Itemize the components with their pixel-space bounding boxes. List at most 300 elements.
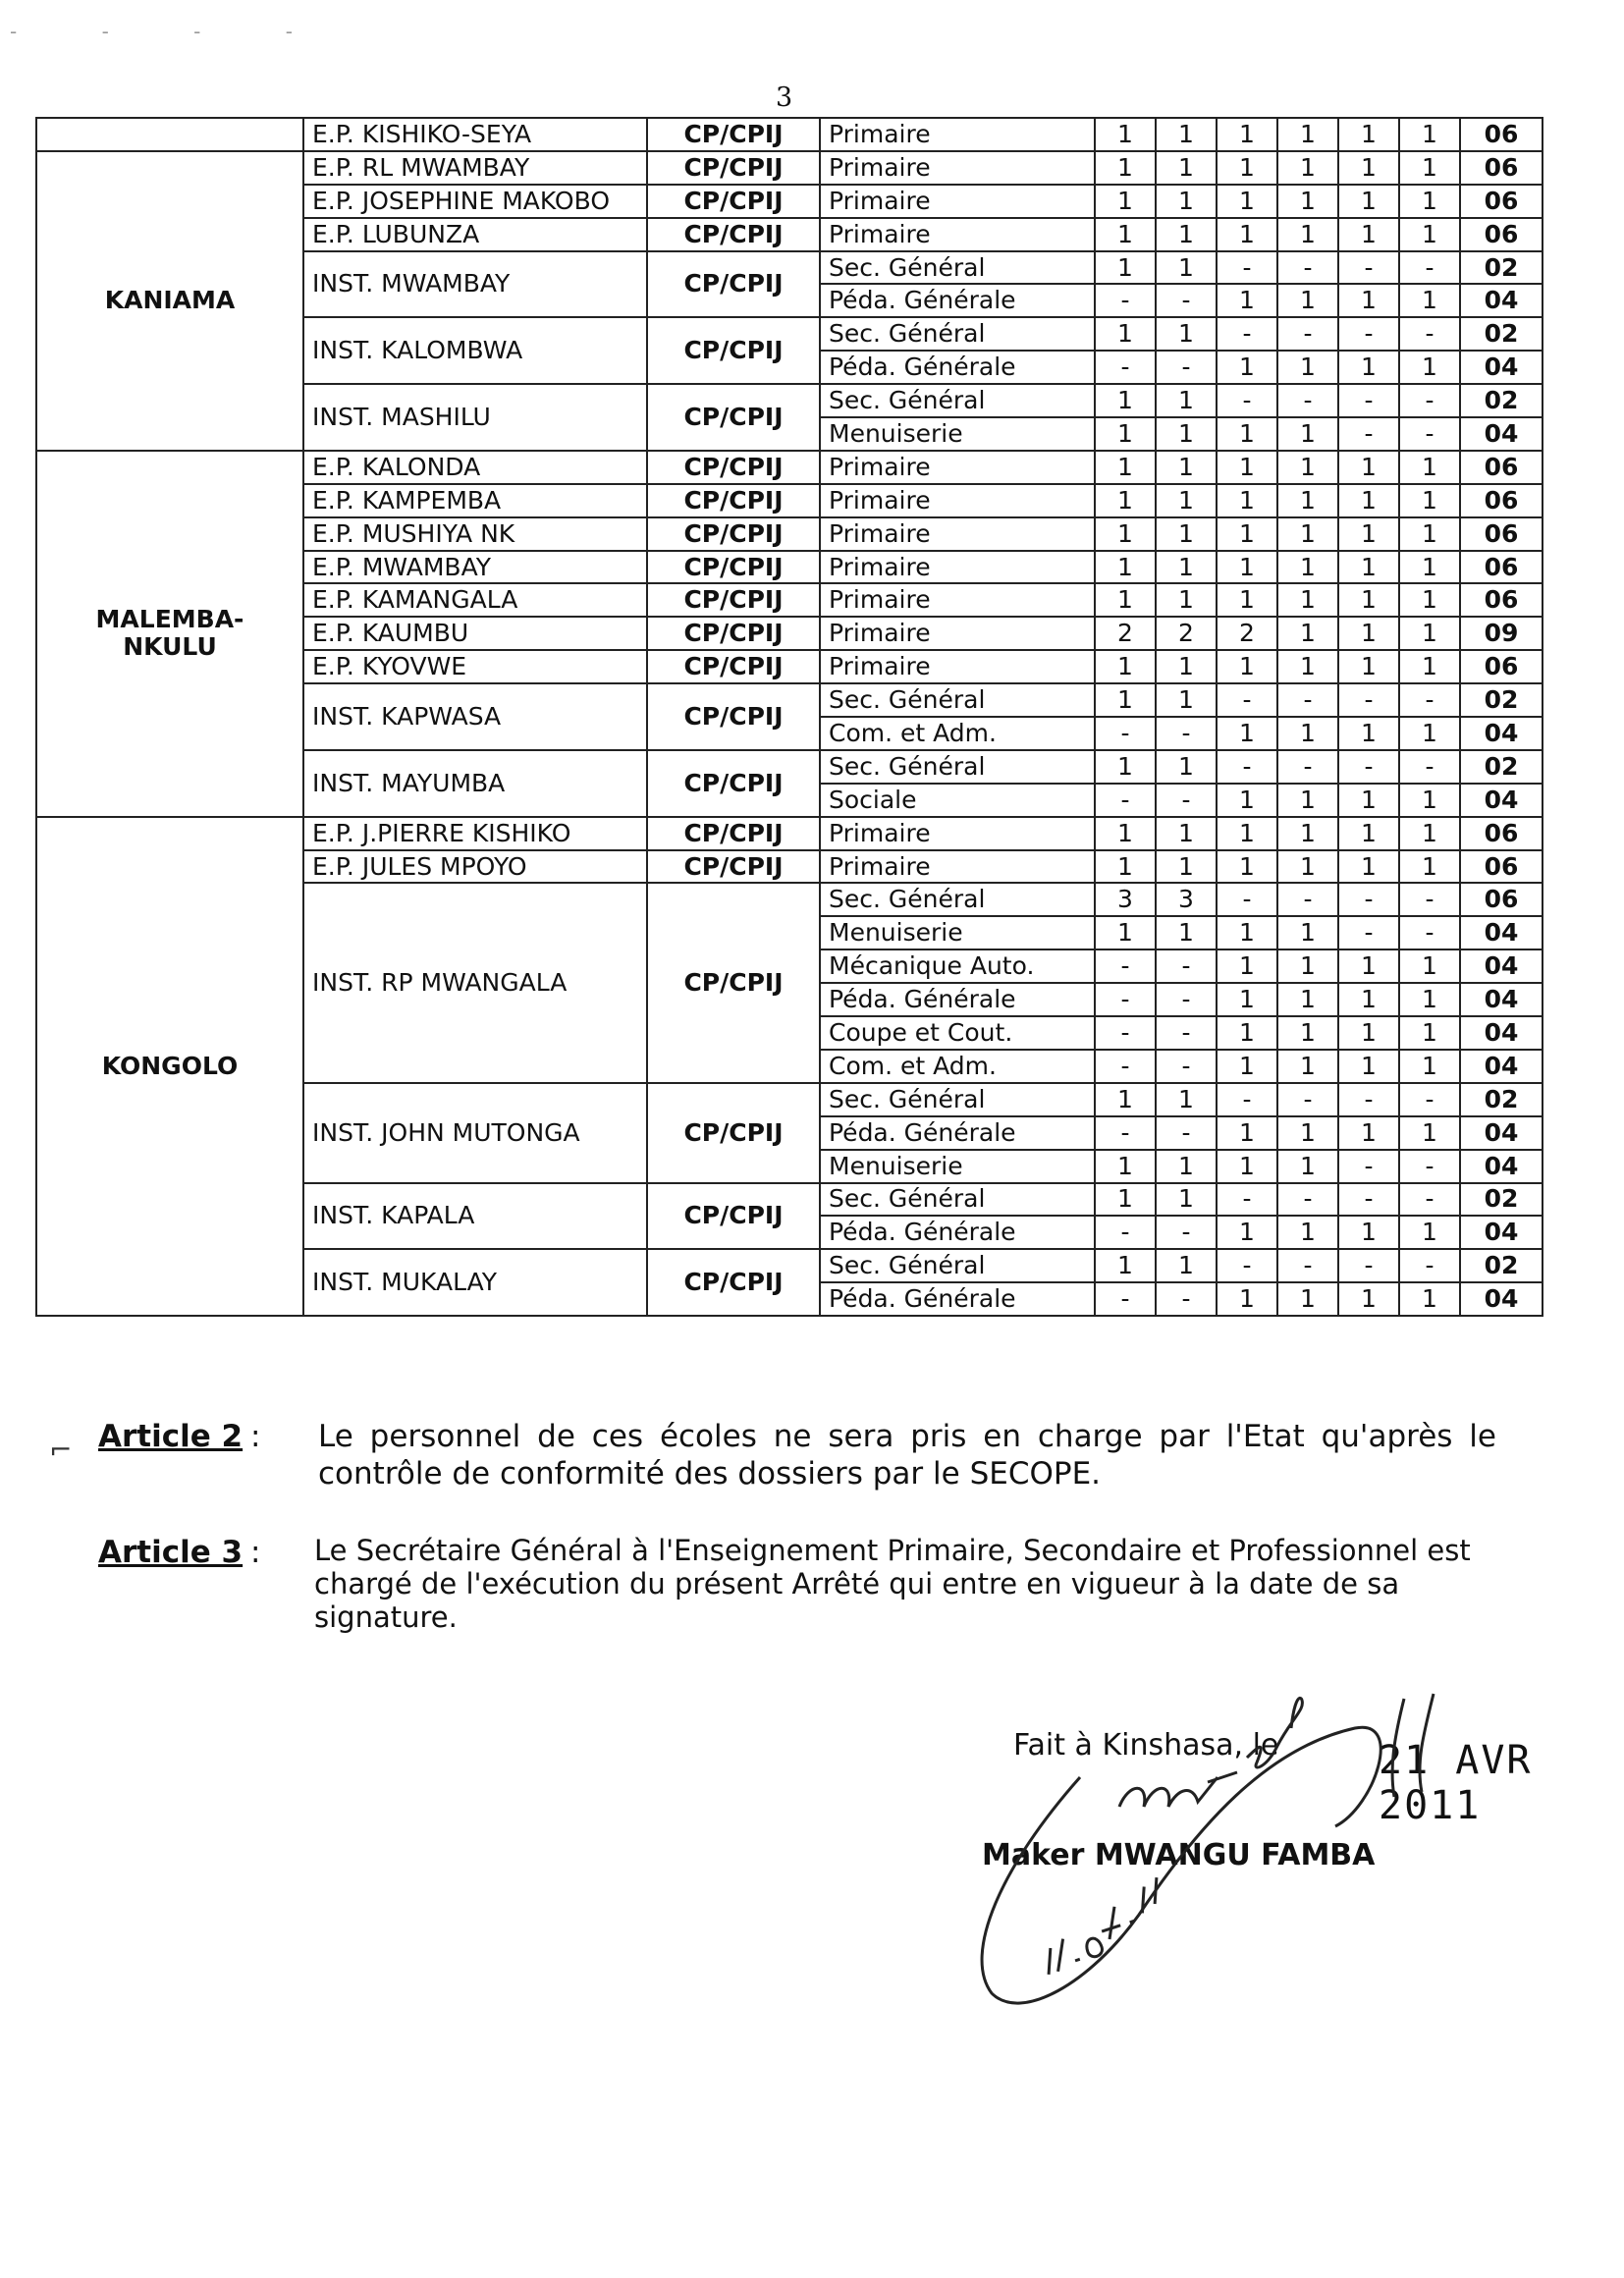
total-count: 06 (1460, 185, 1543, 218)
class-count: 2 (1217, 617, 1277, 650)
school-code: CP/CPIJ (647, 583, 820, 617)
class-count: - (1095, 284, 1156, 317)
school-name: INST. KALOMBWA (303, 317, 647, 384)
class-count: 1 (1217, 185, 1277, 218)
school-code: CP/CPIJ (647, 151, 820, 185)
total-count: 04 (1460, 284, 1543, 317)
class-count: 1 (1338, 284, 1399, 317)
school-name: INST. MUKALAY (303, 1249, 647, 1316)
class-count: 1 (1156, 1183, 1217, 1217)
class-count: 1 (1277, 850, 1338, 884)
class-count: 1 (1277, 784, 1338, 817)
class-count: - (1217, 384, 1277, 417)
class-count: 1 (1156, 384, 1217, 417)
class-count: 1 (1277, 817, 1338, 850)
class-count: 1 (1399, 983, 1460, 1016)
section-name: Péda. Générale (820, 1282, 1095, 1316)
class-count: 1 (1217, 218, 1277, 251)
school-code: CP/CPIJ (647, 384, 820, 451)
class-count: 1 (1095, 583, 1156, 617)
class-count: 1 (1277, 983, 1338, 1016)
section-name: Primaire (820, 118, 1095, 151)
class-count: 1 (1156, 451, 1217, 484)
total-count: 02 (1460, 251, 1543, 285)
total-count: 04 (1460, 417, 1543, 451)
class-count: 1 (1338, 717, 1399, 750)
class-count: 1 (1217, 517, 1277, 551)
class-count: 1 (1338, 983, 1399, 1016)
school-name: E.P. JOSEPHINE MAKOBO (303, 185, 647, 218)
section-name: Primaire (820, 551, 1095, 584)
class-count: - (1217, 883, 1277, 916)
margin-mark: ⌐ (49, 1434, 73, 1466)
school-name: INST. KAPALA (303, 1183, 647, 1250)
section-name: Com. et Adm. (820, 1050, 1095, 1083)
schools-table (35, 117, 1543, 1317)
class-count: 1 (1399, 151, 1460, 185)
class-count: - (1156, 784, 1217, 817)
school-name: INST. RP MWANGALA (303, 883, 647, 1082)
class-count: 1 (1095, 151, 1156, 185)
class-count: 1 (1277, 118, 1338, 151)
class-count: 1 (1217, 1150, 1277, 1183)
school-name: E.P. J.PIERRE KISHIKO (303, 817, 647, 850)
class-count: 1 (1399, 517, 1460, 551)
section-name: Péda. Générale (820, 284, 1095, 317)
section-name: Primaire (820, 817, 1095, 850)
total-count: 06 (1460, 517, 1543, 551)
section-name: Coupe et Cout. (820, 1016, 1095, 1050)
section-name: Primaire (820, 218, 1095, 251)
class-count: - (1156, 717, 1217, 750)
class-count: 1 (1217, 650, 1277, 683)
total-count: 02 (1460, 384, 1543, 417)
section-name: Primaire (820, 185, 1095, 218)
class-count: - (1156, 284, 1217, 317)
section-name: Péda. Générale (820, 1216, 1095, 1249)
class-count: 1 (1095, 185, 1156, 218)
class-count: 1 (1156, 750, 1217, 784)
class-count: 1 (1399, 451, 1460, 484)
class-count: 1 (1095, 551, 1156, 584)
school-code: CP/CPIJ (647, 1249, 820, 1316)
class-count: - (1338, 417, 1399, 451)
class-count: 1 (1399, 617, 1460, 650)
total-count: 06 (1460, 151, 1543, 185)
class-count: - (1338, 750, 1399, 784)
class-count: 1 (1277, 583, 1338, 617)
class-count: - (1399, 317, 1460, 351)
class-count: - (1095, 1016, 1156, 1050)
district-cell: KANIAMA (36, 151, 303, 451)
class-count: 1 (1095, 118, 1156, 151)
page-number: 3 (776, 82, 793, 113)
class-count: - (1217, 683, 1277, 717)
class-count: - (1156, 983, 1217, 1016)
class-count: 1 (1399, 218, 1460, 251)
school-name: INST. MASHILU (303, 384, 647, 451)
section-name: Primaire (820, 617, 1095, 650)
class-count: - (1217, 750, 1277, 784)
total-count: 06 (1460, 118, 1543, 151)
school-name: E.P. JULES MPOYO (303, 850, 647, 884)
class-count: 1 (1095, 817, 1156, 850)
class-count: 1 (1095, 650, 1156, 683)
class-count: 1 (1338, 517, 1399, 551)
school-code: CP/CPIJ (647, 251, 820, 318)
class-count: - (1277, 683, 1338, 717)
class-count: 1 (1217, 1016, 1277, 1050)
district-cell (36, 118, 303, 151)
signatory-name: Maker MWANGU FAMBA (982, 1838, 1376, 1872)
class-count: - (1338, 883, 1399, 916)
class-count: - (1095, 1050, 1156, 1083)
school-code: CP/CPIJ (647, 317, 820, 384)
school-name: E.P. MUSHIYA NK (303, 517, 647, 551)
class-count: - (1156, 1282, 1217, 1316)
class-count: - (1277, 883, 1338, 916)
class-count: 1 (1217, 717, 1277, 750)
class-count: 1 (1338, 617, 1399, 650)
class-count: 1 (1095, 451, 1156, 484)
section-name: Sec. Général (820, 750, 1095, 784)
class-count: 1 (1156, 551, 1217, 584)
total-count: 02 (1460, 750, 1543, 784)
class-count: 1 (1095, 1083, 1156, 1116)
total-count: 06 (1460, 484, 1543, 517)
school-code: CP/CPIJ (647, 1083, 820, 1183)
class-count: 1 (1277, 284, 1338, 317)
class-count: 1 (1277, 1050, 1338, 1083)
school-name: E.P. RL MWAMBAY (303, 151, 647, 185)
class-count: 1 (1095, 484, 1156, 517)
class-count: - (1338, 1150, 1399, 1183)
table-row (36, 151, 1543, 185)
class-count: - (1095, 351, 1156, 384)
school-code: CP/CPIJ (647, 683, 820, 750)
class-count: 1 (1277, 151, 1338, 185)
section-name: Primaire (820, 517, 1095, 551)
total-count: 04 (1460, 1150, 1543, 1183)
school-code: CP/CPIJ (647, 551, 820, 584)
section-name: Com. et Adm. (820, 717, 1095, 750)
class-count: 1 (1338, 218, 1399, 251)
school-name: INST. JOHN MUTONGA (303, 1083, 647, 1183)
school-name: E.P. KISHIKO-SEYA (303, 118, 647, 151)
class-count: 1 (1156, 185, 1217, 218)
class-count: 2 (1156, 617, 1217, 650)
class-count: - (1217, 1249, 1277, 1282)
class-count: 1 (1399, 850, 1460, 884)
class-count: 1 (1156, 650, 1217, 683)
class-count: 1 (1277, 351, 1338, 384)
class-count: - (1399, 683, 1460, 717)
total-count: 04 (1460, 1116, 1543, 1150)
class-count: 1 (1095, 683, 1156, 717)
class-count: 1 (1338, 484, 1399, 517)
class-count: 1 (1338, 1016, 1399, 1050)
class-count: 1 (1399, 717, 1460, 750)
class-count: 1 (1399, 949, 1460, 983)
section-name: Menuiserie (820, 1150, 1095, 1183)
school-name: INST. KAPWASA (303, 683, 647, 750)
section-name: Sec. Général (820, 1183, 1095, 1217)
total-count: 04 (1460, 949, 1543, 983)
class-count: 1 (1217, 284, 1277, 317)
school-name: E.P. KALONDA (303, 451, 647, 484)
class-count: 1 (1156, 583, 1217, 617)
table-row (36, 451, 1543, 484)
section-name: Menuiserie (820, 916, 1095, 949)
class-count: - (1399, 750, 1460, 784)
class-count: - (1399, 251, 1460, 285)
section-name: Primaire (820, 850, 1095, 884)
class-count: - (1399, 417, 1460, 451)
class-count: 1 (1399, 650, 1460, 683)
section-name: Primaire (820, 151, 1095, 185)
total-count: 04 (1460, 1016, 1543, 1050)
class-count: 1 (1217, 151, 1277, 185)
class-count: 1 (1217, 583, 1277, 617)
class-count: - (1277, 1249, 1338, 1282)
school-code: CP/CPIJ (647, 650, 820, 683)
class-count: 1 (1217, 817, 1277, 850)
class-count: 3 (1095, 883, 1156, 916)
class-count: 1 (1156, 218, 1217, 251)
school-code: CP/CPIJ (647, 750, 820, 817)
class-count: 1 (1095, 1150, 1156, 1183)
article-3 (98, 1534, 1492, 1652)
class-count: 1 (1217, 850, 1277, 884)
class-count: 1 (1399, 817, 1460, 850)
class-count: - (1156, 351, 1217, 384)
class-count: 1 (1277, 185, 1338, 218)
section-name: Sec. Général (820, 1249, 1095, 1282)
class-count: 1 (1156, 517, 1217, 551)
section-name: Sociale (820, 784, 1095, 817)
class-count: 1 (1399, 1050, 1460, 1083)
class-count: 1 (1095, 1183, 1156, 1217)
total-count: 02 (1460, 1183, 1543, 1217)
class-count: 1 (1338, 1216, 1399, 1249)
class-count: 1 (1095, 218, 1156, 251)
article-3-colon: : (250, 1535, 261, 1570)
total-count: 04 (1460, 784, 1543, 817)
class-count: 3 (1156, 883, 1217, 916)
class-count: 1 (1156, 484, 1217, 517)
article-3-heading: Article 3 (98, 1535, 244, 1570)
class-count: 1 (1399, 1216, 1460, 1249)
total-count: 06 (1460, 883, 1543, 916)
class-count: - (1399, 883, 1460, 916)
section-name: Sec. Général (820, 317, 1095, 351)
total-count: 06 (1460, 817, 1543, 850)
district-cell: KONGOLO (36, 817, 303, 1316)
class-count: - (1217, 251, 1277, 285)
class-count: 1 (1338, 118, 1399, 151)
handwritten-signature (943, 1659, 1571, 2072)
class-count: 1 (1338, 949, 1399, 983)
class-count: - (1338, 317, 1399, 351)
class-count: - (1338, 1083, 1399, 1116)
total-count: 04 (1460, 1050, 1543, 1083)
signature-place: Fait à Kinshasa, le (1013, 1728, 1279, 1763)
class-count: 1 (1399, 484, 1460, 517)
class-count: - (1277, 251, 1338, 285)
section-name: Sec. Général (820, 883, 1095, 916)
class-count: 1 (1338, 650, 1399, 683)
class-count: 1 (1217, 784, 1277, 817)
class-count: - (1156, 1016, 1217, 1050)
date-stamp: 21 AVR 2011 (1379, 1738, 1533, 1828)
school-name: E.P. KYOVWE (303, 650, 647, 683)
class-count: 1 (1217, 916, 1277, 949)
section-name: Péda. Générale (820, 983, 1095, 1016)
school-code: CP/CPIJ (647, 850, 820, 884)
class-count: 1 (1156, 118, 1217, 151)
class-count: 1 (1399, 284, 1460, 317)
total-count: 02 (1460, 1083, 1543, 1116)
total-count: 06 (1460, 551, 1543, 584)
total-count: 04 (1460, 351, 1543, 384)
school-code: CP/CPIJ (647, 617, 820, 650)
class-count: 1 (1338, 1282, 1399, 1316)
class-count: - (1095, 717, 1156, 750)
total-count: 06 (1460, 218, 1543, 251)
class-count: - (1399, 1249, 1460, 1282)
school-name: E.P. KAMANGALA (303, 583, 647, 617)
class-count: - (1095, 983, 1156, 1016)
class-count: 1 (1399, 185, 1460, 218)
class-count: - (1338, 384, 1399, 417)
class-count: 1 (1338, 185, 1399, 218)
class-count: 1 (1156, 1249, 1217, 1282)
school-name: E.P. KAMPEMBA (303, 484, 647, 517)
section-name: Sec. Général (820, 384, 1095, 417)
article-3-text: Le Secrétaire Général à l'Enseignement Primaire, Secondaire et Professionnel est chargé de l'exécution du présent Arrêté qui entre en vigueur à la date de sa signature. (314, 1534, 1471, 1634)
class-count: 1 (1095, 850, 1156, 884)
total-count: 06 (1460, 650, 1543, 683)
scan-specks: - - - - (10, 20, 332, 43)
section-name: Menuiserie (820, 417, 1095, 451)
class-count: 1 (1277, 916, 1338, 949)
class-count: - (1277, 750, 1338, 784)
class-count: - (1277, 384, 1338, 417)
class-count: 1 (1399, 784, 1460, 817)
class-count: 1 (1338, 1050, 1399, 1083)
class-count: - (1095, 784, 1156, 817)
class-count: 1 (1338, 1116, 1399, 1150)
class-count: 1 (1277, 1150, 1338, 1183)
class-count: 1 (1217, 484, 1277, 517)
class-count: 1 (1277, 650, 1338, 683)
district-cell: MALEMBA- NKULU (36, 451, 303, 817)
class-count: - (1399, 1150, 1460, 1183)
class-count: 1 (1277, 1016, 1338, 1050)
class-count: 1 (1338, 551, 1399, 584)
class-count: 1 (1095, 750, 1156, 784)
table-row (36, 817, 1543, 850)
class-count: 1 (1277, 1116, 1338, 1150)
class-count: 1 (1217, 949, 1277, 983)
class-count: 1 (1277, 617, 1338, 650)
class-count: 1 (1217, 451, 1277, 484)
class-count: - (1095, 1216, 1156, 1249)
article-2-text: Le personnel de ces écoles ne sera pris en charge par l'Etat qu'après le contrôle de conformité des dossiers par le SECOPE. (318, 1419, 1496, 1492)
class-count: 1 (1217, 1282, 1277, 1316)
class-count: 1 (1277, 1282, 1338, 1316)
class-count: - (1277, 1083, 1338, 1116)
class-count: - (1338, 916, 1399, 949)
class-count: 1 (1338, 583, 1399, 617)
class-count: 1 (1217, 118, 1277, 151)
class-count: 1 (1338, 817, 1399, 850)
class-count: 1 (1277, 417, 1338, 451)
class-count: - (1217, 1183, 1277, 1217)
class-count: 1 (1399, 551, 1460, 584)
total-count: 06 (1460, 850, 1543, 884)
class-count: - (1217, 317, 1277, 351)
section-name: Primaire (820, 451, 1095, 484)
class-count: 1 (1217, 551, 1277, 584)
class-count: 1 (1156, 417, 1217, 451)
class-count: 1 (1277, 949, 1338, 983)
class-count: 1 (1399, 583, 1460, 617)
class-count: 2 (1095, 617, 1156, 650)
class-count: 1 (1156, 850, 1217, 884)
class-count: 1 (1338, 151, 1399, 185)
class-count: 1 (1338, 351, 1399, 384)
class-count: 1 (1338, 451, 1399, 484)
class-count: - (1338, 251, 1399, 285)
school-name: E.P. KAUMBU (303, 617, 647, 650)
class-count: 1 (1156, 251, 1217, 285)
school-name: E.P. LUBUNZA (303, 218, 647, 251)
school-code: CP/CPIJ (647, 218, 820, 251)
section-name: Primaire (820, 484, 1095, 517)
class-count: 1 (1095, 517, 1156, 551)
total-count: 04 (1460, 1282, 1543, 1316)
school-code: CP/CPIJ (647, 185, 820, 218)
class-count: 1 (1277, 717, 1338, 750)
school-code: CP/CPIJ (647, 1183, 820, 1250)
class-count: - (1156, 949, 1217, 983)
class-count: 1 (1217, 417, 1277, 451)
class-count: 1 (1095, 1249, 1156, 1282)
class-count: 1 (1156, 916, 1217, 949)
class-count: - (1156, 1116, 1217, 1150)
class-count: 1 (1277, 1216, 1338, 1249)
class-count: 1 (1217, 351, 1277, 384)
article-2-colon: : (250, 1419, 261, 1454)
class-count: 1 (1338, 850, 1399, 884)
total-count: 02 (1460, 683, 1543, 717)
section-name: Primaire (820, 583, 1095, 617)
class-count: 1 (1399, 1116, 1460, 1150)
class-count: 1 (1277, 451, 1338, 484)
total-count: 04 (1460, 1216, 1543, 1249)
class-count: - (1338, 683, 1399, 717)
total-count: 02 (1460, 317, 1543, 351)
class-count: - (1156, 1216, 1217, 1249)
class-count: 1 (1156, 1150, 1217, 1183)
class-count: 1 (1338, 784, 1399, 817)
class-count: - (1338, 1249, 1399, 1282)
school-code: CP/CPIJ (647, 517, 820, 551)
class-count: 1 (1399, 118, 1460, 151)
section-name: Sec. Général (820, 683, 1095, 717)
class-count: - (1095, 1282, 1156, 1316)
